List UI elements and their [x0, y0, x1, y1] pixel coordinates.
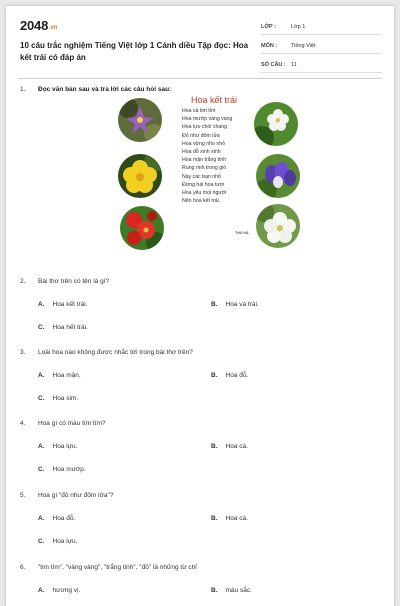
option-letter: A. — [38, 301, 45, 308]
white-plum-flower-image — [254, 102, 298, 146]
poem-line: Hoa đỗ xinh xinh — [182, 149, 221, 156]
poem-line: Hoa vừng nho nhỏ — [182, 140, 225, 147]
answer-option-b[interactable] — [211, 443, 248, 450]
answer-option-a[interactable] — [38, 372, 81, 379]
poem-line: Hoa mướp vàng vàng — [182, 116, 233, 123]
meta-value: 11 — [291, 62, 297, 68]
poem-line: Hoa cà tim tím — [182, 108, 216, 114]
question-number: 6. — [20, 564, 26, 571]
option-text: Hoa kết trái. — [52, 301, 88, 308]
question-text: Đọc văn bản sau và trả lời các câu hỏi sau: — [38, 86, 172, 93]
option-letter: A. — [38, 372, 45, 379]
answer-option-a[interactable] — [38, 443, 77, 450]
poem-line: Hoa yêu mọi người — [182, 190, 227, 197]
question-number: 5. — [20, 492, 26, 499]
option-letter: C. — [38, 324, 45, 331]
red-pomegranate-flower-image — [120, 206, 164, 250]
option-letter: B. — [211, 587, 218, 594]
option-letter: B. — [211, 515, 218, 522]
option-text: Hoa đỗ. — [52, 515, 76, 522]
poem-text — [182, 107, 232, 205]
option-letter: A. — [38, 443, 45, 450]
meta-key: SỐ CÂU : — [261, 62, 286, 68]
answer-option-a[interactable] — [38, 587, 80, 594]
option-text: màu sắc. — [225, 587, 252, 594]
option-letter: C. — [38, 395, 45, 402]
page-title: 10 câu trắc nghiệm Tiếng Việt lớp 1 Cánh diều Tập đọc: Hoa kết trái có đáp án — [20, 41, 249, 62]
poem-line: Đừng hái hoa tươi — [182, 181, 225, 188]
question-text: "tim tím", "vàng vàng", "trắng tinh", "đỏ" là những từ chỉ — [38, 564, 197, 571]
worksheet-page — [6, 6, 394, 606]
answer-option-a[interactable] — [38, 301, 88, 308]
option-text: Hoa và trái. — [225, 301, 259, 308]
option-letter: C. — [38, 538, 45, 545]
option-letter: A. — [38, 587, 45, 594]
option-text: Hoa mận. — [52, 372, 81, 379]
answer-option-c[interactable] — [38, 395, 78, 402]
yellow-loofah-flower-image — [118, 154, 162, 198]
question-text: Hoa gì "đỏ như đốm lửa"? — [38, 492, 114, 499]
answer-option-b[interactable] — [211, 515, 248, 522]
poem-line: Hoa lựu chói chang — [182, 124, 228, 131]
option-letter: B. — [211, 372, 218, 379]
option-text: Hoa cà. — [225, 515, 248, 522]
question-text: Hoa gì có màu tím tím? — [38, 420, 106, 427]
answer-option-c[interactable] — [38, 466, 86, 473]
white-sesame-flower-image — [256, 204, 300, 248]
meta-info — [261, 20, 382, 77]
poem-line: Này các bạn nhỏ — [182, 173, 221, 180]
option-text: hương vị. — [52, 587, 81, 594]
option-text: Hoa mướp. — [52, 466, 86, 473]
poem-title: Hoa kết trái — [191, 95, 238, 105]
question-text: Loài hoa nào không được nhắc tới trong bài thơ trên? — [38, 349, 193, 356]
meta-key: MÔN : — [261, 43, 278, 49]
answer-option-a[interactable] — [38, 515, 75, 522]
answer-option-c[interactable] — [38, 538, 77, 545]
site-logo[interactable]: 2048.vn — [20, 18, 58, 33]
purple-eggplant-flower-image — [118, 98, 162, 142]
option-text: Hoa lựu. — [52, 443, 78, 450]
answer-option-b[interactable] — [211, 372, 248, 379]
option-letter: B. — [211, 443, 218, 450]
header-divider — [18, 78, 382, 79]
answer-option-b[interactable] — [211, 587, 252, 594]
question-number: 1. — [20, 86, 26, 93]
meta-value: Lớp 1 — [291, 24, 306, 30]
option-text: Hoa hết trái. — [52, 324, 88, 331]
question-text: Bài thơ trên có tên là gì? — [38, 278, 110, 285]
meta-row-grade — [261, 20, 382, 35]
option-text: Hoa sim. — [52, 395, 79, 402]
option-letter: C. — [38, 466, 45, 473]
answer-option-c[interactable] — [38, 324, 88, 331]
poem-line: Đỏ như đốm lửa — [182, 132, 220, 139]
meta-row-count — [261, 58, 382, 73]
question-number: 3. — [20, 349, 26, 356]
option-text: Hoa đỗ. — [225, 372, 249, 379]
meta-row-subject — [261, 39, 382, 54]
meta-value: Tiếng Việt — [291, 43, 316, 49]
option-text: Hoa cà. — [225, 443, 248, 450]
answer-option-b[interactable] — [211, 301, 259, 308]
question-number: 4. — [20, 420, 26, 427]
meta-key: LỚP : — [261, 24, 276, 30]
poem-line: Rung rinh trong gió — [182, 165, 227, 172]
poem-author: THU HÀ — [235, 231, 249, 235]
header — [18, 16, 382, 76]
option-letter: B. — [211, 301, 218, 308]
question-number: 2. — [20, 278, 26, 285]
purple-bean-flower-image — [256, 154, 300, 198]
option-text: Hoa lựu. — [52, 538, 78, 545]
poem-line: Nên hoa kết trái. — [182, 198, 221, 205]
option-letter: A. — [38, 515, 45, 522]
poem-line: Hoa mận trắng tinh — [182, 157, 227, 164]
